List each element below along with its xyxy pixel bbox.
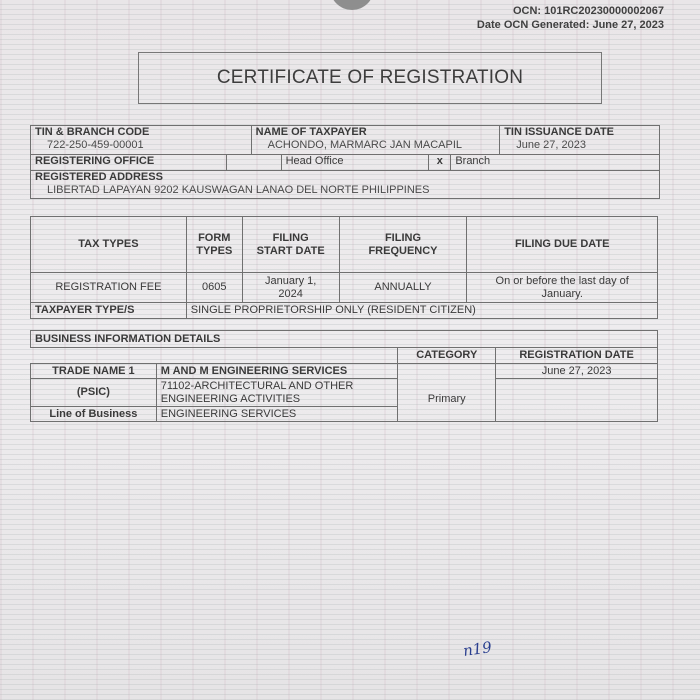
head-office-checkbox (226, 155, 281, 171)
registered-address-label: REGISTERED ADDRESS (35, 171, 163, 183)
handwritten-note: n19 (461, 638, 493, 660)
taxpayer-name-cell (251, 126, 500, 155)
taxpayer-name-label: NAME OF TAXPAYER (255, 126, 367, 138)
taxpayer-type-label: TAXPAYER TYPE/S (31, 303, 187, 319)
line-of-business-label: Line of Business (31, 407, 157, 422)
head-office-label: Head Office (281, 155, 429, 171)
header-filing-due-date: FILING DUE DATE (467, 217, 658, 273)
document-title-box (138, 52, 602, 104)
spacer-cell (31, 348, 398, 364)
registered-address-cell (31, 171, 660, 199)
taxpayer-name-value: ACHONDO, MARMARC JAN MACAPIL (267, 139, 462, 151)
header-filing-frequency: FILING FREQUENCY (339, 217, 467, 273)
taxpayer-type-value: SINGLE PROPRIETORSHIP ONLY (RESIDENT CITIZEN) (186, 303, 657, 319)
header-filing-start-date: FILING START DATE (242, 217, 339, 273)
document-title: CERTIFICATE OF REGISTRATION (216, 67, 524, 88)
filing-start-date-value: January 1, 2024 (242, 273, 339, 303)
tin-cell (31, 126, 252, 155)
seal-emblem (330, 0, 374, 10)
registered-address-value: LIBERTAD LAPAYAN 9202 KAUSWAGAN LANAO DEL NORTE PHILIPPINES (47, 184, 430, 196)
header-registration-date: REGISTRATION DATE (496, 348, 658, 364)
header-category: CATEGORY (398, 348, 496, 364)
ocn-number: OCN: 101RC20230000002067 (512, 5, 664, 17)
taxpayer-info-table (30, 125, 660, 199)
tax-type-value: REGISTRATION FEE (31, 273, 187, 303)
business-info-table (30, 330, 658, 422)
taxpayer-type-row (31, 303, 658, 319)
category-top-cell (398, 364, 496, 379)
tax-types-table (30, 216, 658, 319)
filing-due-date-value: On or before the last day of January. (467, 273, 658, 303)
registering-office-label: REGISTERING OFFICE (31, 155, 227, 171)
tin-issuance-label: TIN ISSUANCE DATE (504, 126, 615, 138)
registration-date-value: June 27, 2023 (496, 364, 658, 379)
form-type-value: 0605 (186, 273, 242, 303)
branch-checkbox: x (429, 155, 451, 171)
tin-label: TIN & BRANCH CODE (35, 126, 150, 138)
branch-label: Branch (451, 155, 660, 171)
tin-issuance-value: June 27, 2023 (516, 139, 586, 151)
registration-date-empty (496, 379, 658, 422)
trade-name-label: TRADE NAME 1 (31, 364, 157, 379)
header-form-types: FORM TYPES (186, 217, 242, 273)
psic-label: (PSIC) (31, 379, 157, 407)
ocn-date: Date OCN Generated: June 27, 2023 (476, 19, 664, 31)
line-of-business-value: ENGINEERING SERVICES (156, 407, 398, 422)
business-info-section-label: BUSINESS INFORMATION DETAILS (31, 331, 658, 348)
category-value: Primary (398, 379, 496, 422)
filing-frequency-value: ANNUALLY (339, 273, 467, 303)
header-tax-types: TAX TYPES (31, 217, 187, 273)
tin-issuance-cell (500, 126, 660, 155)
ocn-header (477, 4, 664, 32)
tax-types-header-row (31, 217, 658, 273)
tin-value: 722-250-459-00001 (47, 139, 144, 151)
psic-value: 71102-ARCHITECTURAL AND OTHER ENGINEERING ACTIVITIES (156, 379, 398, 407)
tax-type-row (31, 273, 658, 303)
trade-name-value: M AND M ENGINEERING SERVICES (156, 364, 398, 379)
